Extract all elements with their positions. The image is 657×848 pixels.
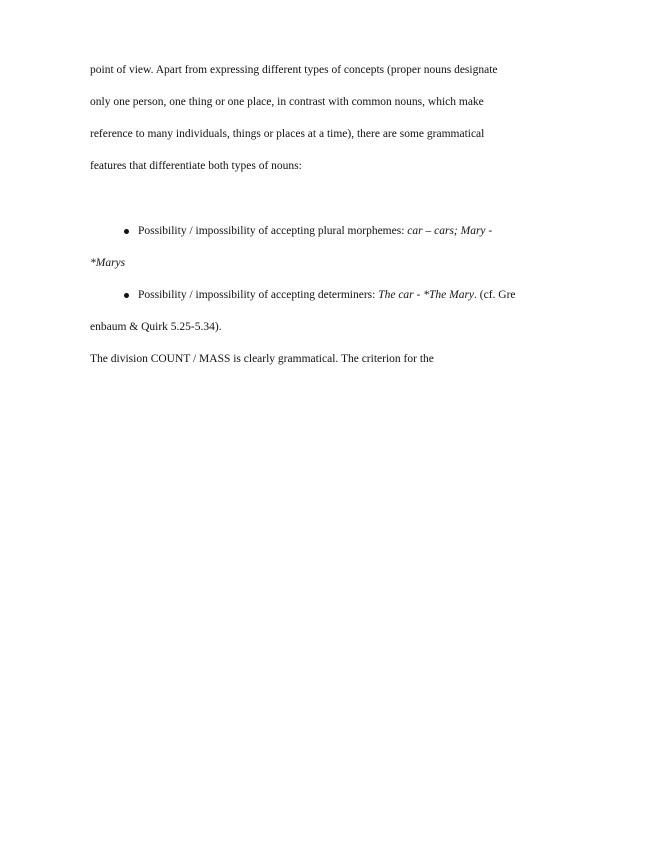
paragraph-2-line-1: The division COUNT / MASS is clearly grammatical. The criterion for the <box>90 353 434 365</box>
paragraph-1-line-3: reference to many individuals, things or places at a time), there are some grammatical <box>90 128 485 140</box>
bullet-1-example: car – cars; Mary - <box>407 225 493 237</box>
bullet-2-example: The car - *The Mary <box>378 289 475 301</box>
bullet-1-example-continuation: *Marys <box>90 257 126 269</box>
bullet-dot-icon <box>124 229 129 234</box>
bullet-item-1-continuation <box>90 255 125 271</box>
paragraph-1-line-2: only one person, one thing or one place, in contrast with common nouns, which make <box>90 96 484 108</box>
bullet-item-2-continuation: enbaum & Quirk 5.25-5.34). <box>90 321 222 333</box>
paragraph-1-line-4: features that differentiate both types of nouns: <box>90 160 302 172</box>
bullet-2-text: Possibility / impossibility of accepting determiners: <box>138 289 379 301</box>
bullet-1-text: Possibility / impossibility of accepting plural morphemes: <box>138 225 408 237</box>
bullet-2-reference: . (cf. Gre <box>474 289 516 301</box>
bullet-dot-icon <box>124 293 129 298</box>
paragraph-1-line-1: point of view. Apart from expressing different types of concepts (proper nouns designate <box>90 64 498 76</box>
bullet-item-1 <box>138 223 492 239</box>
bullet-item-2 <box>138 287 516 303</box>
